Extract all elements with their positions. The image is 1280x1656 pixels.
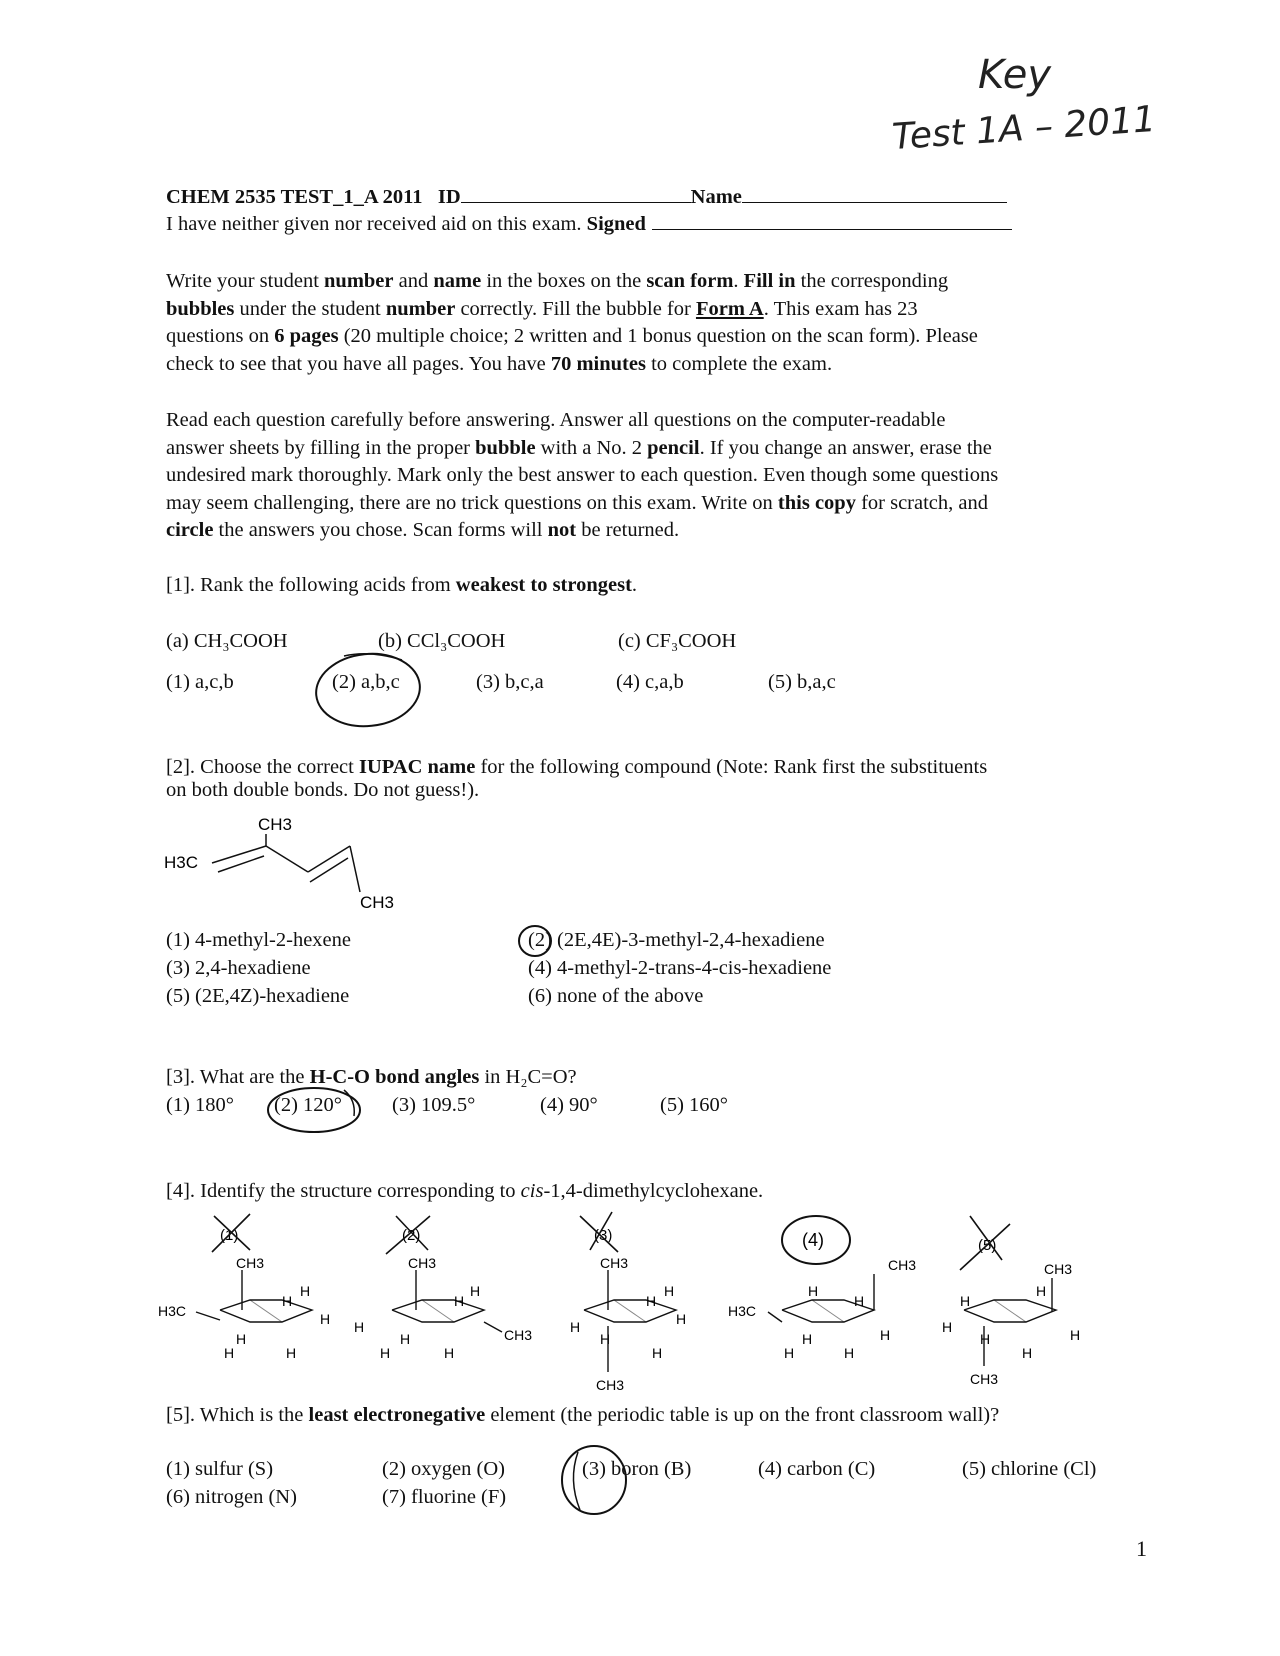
q5-option-5[interactable]: (5) chlorine (Cl) (962, 1458, 1097, 1480)
q2-option-6[interactable]: (6) none of the above (528, 985, 704, 1007)
q4-structure-2 (354, 1216, 532, 1361)
svg-text:H3C: H3C (728, 1303, 757, 1319)
handwritten-test-label: Test 1A – 2011 (890, 98, 1158, 159)
svg-text:H: H (470, 1283, 481, 1299)
q4-structure-3 (570, 1212, 686, 1393)
q4-structure-1 (158, 1214, 330, 1361)
q4-structure-4 (728, 1216, 916, 1361)
q1-option-4[interactable]: (4) c,a,b (616, 671, 684, 693)
svg-text:H: H (942, 1319, 953, 1335)
q3-option-1[interactable]: (1) 180° (166, 1094, 234, 1116)
honor-statement (166, 211, 1012, 239)
q2-option-2[interactable]: (2) (2E,4E)-3-methyl-2,4-hexadiene (528, 929, 825, 951)
q3-option-4[interactable]: (4) 90° (540, 1094, 598, 1116)
svg-text:H: H (1036, 1283, 1047, 1299)
q3-answer-circle (264, 1084, 368, 1140)
q3-option-5[interactable]: (5) 160° (660, 1094, 728, 1116)
svg-text:H: H (646, 1293, 657, 1309)
svg-text:H: H (224, 1345, 235, 1361)
q4-s2-label: (2) (402, 1227, 421, 1244)
svg-text:H: H (652, 1345, 663, 1361)
q5-option-2[interactable]: (2) oxygen (O) (382, 1458, 505, 1480)
q5-option-3[interactable]: (3) boron (B) (582, 1458, 692, 1480)
q1-compound-c: (c) CF₃COOH (618, 630, 737, 652)
q1-compound-a: (a) CH₃COOH (166, 630, 288, 652)
svg-text:H: H (300, 1283, 311, 1299)
q4-s4-label: (4) (802, 1230, 824, 1250)
svg-text:H: H (444, 1345, 455, 1361)
id-line[interactable] (461, 201, 691, 203)
handwritten-key: Key (978, 52, 1052, 98)
svg-text:H: H (844, 1345, 855, 1361)
svg-text:H: H (784, 1345, 795, 1361)
svg-text:H: H (676, 1311, 687, 1327)
page-number: 1 (1136, 1536, 1147, 1561)
svg-text:CH3: CH3 (888, 1257, 917, 1273)
svg-text:CH3: CH3 (596, 1377, 625, 1393)
svg-text:H: H (380, 1345, 391, 1361)
q5-option-4[interactable]: (4) carbon (C) (758, 1458, 876, 1480)
svg-text:H: H (354, 1319, 365, 1335)
svg-text:H: H (454, 1293, 465, 1309)
signature-line[interactable] (652, 228, 1012, 230)
q2-label-h3c: H3C (164, 853, 199, 872)
svg-text:CH3: CH3 (504, 1327, 533, 1343)
q2-structure-diagram (160, 812, 420, 912)
name-label: Name (690, 186, 742, 208)
svg-text:H: H (808, 1283, 819, 1299)
q2-option-5[interactable]: (5) (2E,4Z)-hexadiene (166, 985, 350, 1007)
svg-text:CH3: CH3 (408, 1255, 437, 1271)
svg-text:H: H (400, 1331, 411, 1347)
q1-option-1[interactable]: (1) a,c,b (166, 671, 234, 693)
q1-option-5[interactable]: (5) b,a,c (768, 671, 836, 693)
exam-header (166, 184, 1007, 212)
svg-text:H: H (980, 1331, 991, 1347)
q5-option-6[interactable]: (6) nitrogen (N) (166, 1486, 297, 1508)
q3-option-3[interactable]: (3) 109.5° (392, 1094, 476, 1116)
q2-option-1[interactable]: (1) 4-methyl-2-hexene (166, 929, 351, 951)
q5-answer-circle (556, 1442, 636, 1520)
q2-label-ch3-top: CH3 (258, 815, 293, 834)
q1-answer-circle (310, 648, 430, 732)
q2-label-ch3-right: CH3 (360, 893, 395, 912)
svg-text:H: H (664, 1283, 675, 1299)
q4-structures (150, 1210, 1100, 1400)
question-3: [3]. What are the H-C-O bond angles in H₂C=O? (166, 1066, 577, 1088)
svg-text:H3C: H3C (158, 1303, 187, 1319)
q2-answer-circle (516, 922, 556, 960)
question-2: [2]. Choose the correct IUPAC name for the following compound (Note: Rank first the substituents on both double bonds. Do not guess!). (166, 756, 988, 801)
q3-option-2[interactable]: (2) 120° (274, 1094, 342, 1116)
svg-text:H: H (320, 1311, 331, 1327)
question-4: [4]. Identify the structure corresponding to cis-1,4-dimethylcyclohexane. (166, 1180, 764, 1202)
svg-text:H: H (570, 1319, 581, 1335)
svg-text:CH3: CH3 (970, 1371, 999, 1387)
instructions-paragraph-1: Write your student number and name in the boxes on the scan form. Fill in the corresponding bubbles under the student number correctly. Fill the bubble for Form A. This exam has 23 questions on 6 pages (20 multiple choice; 2 written and 1 bonus question on the scan form). Please check to see that you have all pages. You have 70 minutes to complete the exam. (166, 270, 978, 375)
instructions-paragraph-2: Read each question carefully before answering. Answer all questions on the computer-readable answer sheets by filling in the proper bubble with a No. 2 pencil. If you change an answer, erase the undesired mark thoroughly. Mark only the best answer to each question. Even though some questions may seem challenging, there are no trick questions on this exam. Write on this copy for scratch, and circle the answers you chose. Scan forms will not be returned. (166, 409, 999, 541)
q4-s1-label: (1) (220, 1227, 239, 1244)
svg-text:H: H (600, 1331, 611, 1347)
q4-s3-label: (3) (594, 1227, 613, 1244)
svg-text:H: H (854, 1293, 865, 1309)
question-1: [1]. Rank the following acids from weakest to strongest. (166, 574, 638, 596)
q5-option-1[interactable]: (1) sulfur (S) (166, 1458, 274, 1480)
svg-text:CH3: CH3 (1044, 1261, 1073, 1277)
q2-option-4[interactable]: (4) 4-methyl-2-trans-4-cis-hexadiene (528, 957, 832, 979)
q1-option-3[interactable]: (3) b,c,a (476, 671, 544, 693)
name-line[interactable] (742, 201, 1007, 203)
svg-text:CH3: CH3 (600, 1255, 629, 1271)
question-5: [5]. Which is the least electronegative element (the periodic table is up on the front classroom wall)? (166, 1404, 1000, 1426)
q4-s1-ch3: CH3 (236, 1255, 265, 1271)
svg-text:H: H (960, 1293, 971, 1309)
q1-compound-b: (b) CCl₃COOH (378, 630, 506, 652)
svg-text:H: H (880, 1327, 891, 1343)
honor-text: I have neither given nor received aid on this exam. (166, 213, 582, 235)
q1-option-2[interactable]: (2) a,b,c (332, 671, 400, 693)
svg-text:H: H (282, 1293, 293, 1309)
course-title: CHEM 2535 TEST_1_A 2011 (166, 186, 423, 208)
svg-text:H: H (802, 1331, 813, 1347)
svg-text:H: H (286, 1345, 297, 1361)
svg-text:H: H (1022, 1345, 1033, 1361)
q2-option-3[interactable]: (3) 2,4-hexadiene (166, 957, 311, 979)
svg-text:H: H (1070, 1327, 1081, 1343)
q4-s5-label: (5) (978, 1237, 997, 1254)
q4-structure-5 (942, 1216, 1080, 1387)
id-label: ID (437, 186, 461, 208)
q5-option-7[interactable]: (7) fluorine (F) (382, 1486, 507, 1508)
svg-text:H: H (236, 1331, 247, 1347)
signed-label: Signed (586, 213, 646, 235)
